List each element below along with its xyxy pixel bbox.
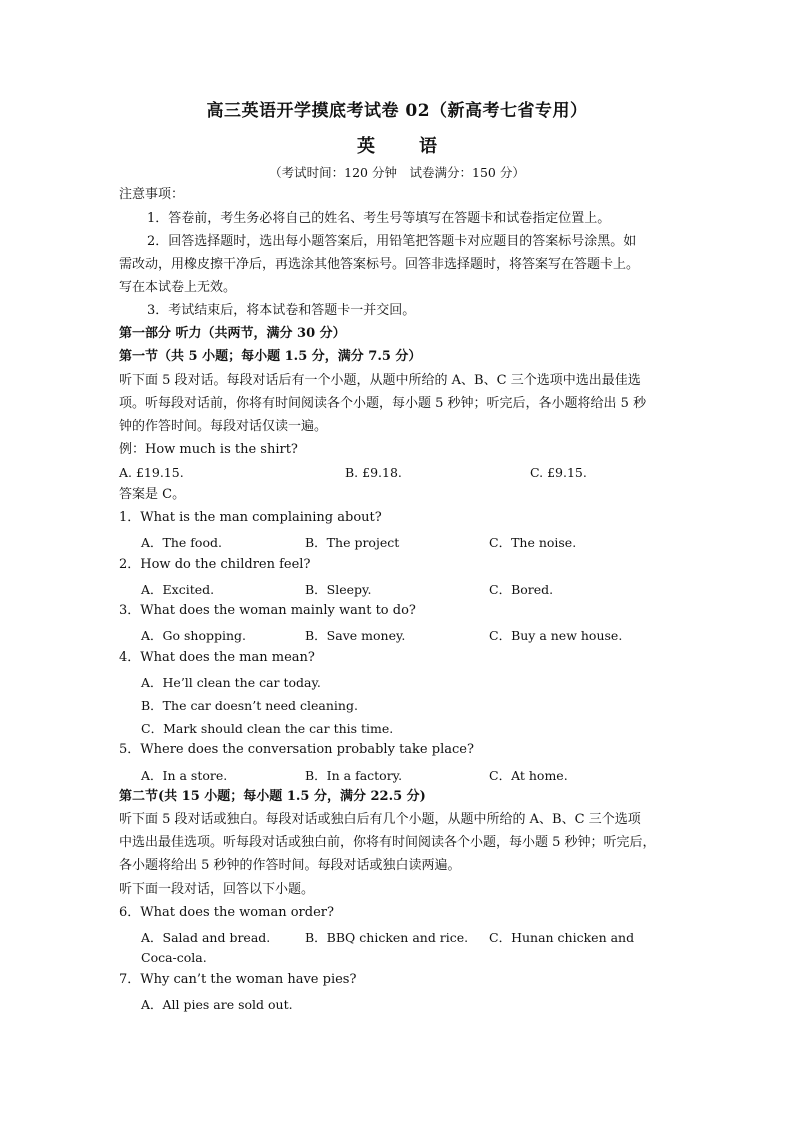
q6-option-c: C．Hunan chicken and [489,930,635,945]
q4-option-b [141,696,701,712]
example-option-c: C. £9.15. [530,465,587,480]
q1-option-b: B．The project [305,535,400,550]
question-1: 1．What is the man complaining about? [119,510,382,525]
section1-instructions-line-1: 听下面 5 段对话。每段对话后有一个小题，从题中所给的 A、B、C 三个选项中选出最佳选 [119,373,641,388]
q3-option-a: A．Go shopping. [141,628,247,643]
q6-option-b: B．BBQ chicken and rice. [305,930,469,945]
note-3: 3．考试结束后，将本试卷和答题卡一并交回。 [147,303,416,318]
q6-option-c-continued [141,950,701,966]
subject-heading: 英语 [357,136,481,157]
section2-lead: 听下面一段对话，回答以下小题。 [119,882,315,897]
example-option-a: A. £19.15. [119,465,184,480]
section2-instructions-line-1: 听下面 5 段对话或独白。每段对话或独白后有几个小题，从题中所给的 A、B、C 三个选项 [119,812,641,827]
section1-instructions-line-2: 项。听每段对话前，你将有时间阅读各个小题，每小题 5 秒钟；听完后，各小题将给出 5 秒 [119,396,647,411]
q7-option-a-text: A．All pies are sold out. [141,997,293,1012]
note-2-line-1: 2．回答选择题时，选出每小题答案后，用铅笔把答题卡对应题目的答案标号涂黑。如 [147,234,637,249]
question-3: 3．What does the woman mainly want to do? [119,603,416,618]
question-2: 2．How do the children feel? [119,557,311,572]
note-1: 1．答卷前，考生务必将自己的姓名、考生号等填写在答题卡和试卷指定位置上。 [147,211,611,226]
note-2-line-3: 写在本试卷上无效。 [119,280,237,295]
question-2-options [141,580,701,596]
question-1-options [141,533,701,549]
section2-instructions-line-3: 各小题将给出 5 秒钟的作答时间。每段对话或独白读两遍。 [119,858,461,873]
q7-option-a [141,995,701,1011]
part1-heading: 第一部分 听力（共两节，满分 30 分） [119,326,346,341]
section2-instructions-line-2: 中选出最佳选项。听每段对话或独白前，你将有时间阅读各个小题，每小题 5 秒钟；听完后， [119,835,656,850]
example-option-b: B. £9.18. [345,465,402,480]
question-6: 6．What does the woman order? [119,905,334,920]
q2-option-b: B．Sleepy. [305,582,372,597]
question-5: 5．Where does the conversation probably take place? [119,742,474,757]
q5-option-a: A．In a store. [141,768,228,783]
question-7: 7．Why can’t the woman have pies? [119,972,357,987]
q4-option-a [141,673,701,689]
q6-option-c-line-2: Coca-cola. [141,950,207,965]
example-answer: 答案是 C。 [119,487,186,502]
section1-instructions-line-3: 钟的作答时间。每段对话仅读一遍。 [119,419,328,434]
notes-heading: 注意事项： [119,187,185,202]
exam-info: （考试时间：120 分钟 试卷满分：150 分） [269,165,525,180]
q4-option-c-text: C．Mark should clean the car this time. [141,721,394,736]
question-6-options [141,928,701,944]
q2-option-c: C．Bored. [489,582,554,597]
q5-option-c: C．At home. [489,768,568,783]
example-options [119,465,679,481]
q4-option-b-text: B．The car doesn’t need cleaning. [141,698,358,713]
example-question: 例：How much is the shirt? [119,442,298,457]
section1-heading: 第一节（共 5 小题；每小题 1.5 分，满分 7.5 分） [119,349,422,364]
q4-option-c [141,719,701,735]
question-4: 4．What does the man mean? [119,650,315,665]
q3-option-b: B．Save money. [305,628,406,643]
q1-option-c: C．The noise. [489,535,577,550]
note-2-line-2: 需改动，用橡皮擦干净后，再选涂其他答案标号。回答非选择题时，将答案写在答题卡上。 [119,257,640,272]
section2-heading: 第二节(共 15 小题；每小题 1.5 分，满分 22.5 分) [119,789,426,804]
q4-option-a-text: A．He’ll clean the car today. [141,675,321,690]
q6-option-a: A．Salad and bread. [141,930,271,945]
question-3-options [141,626,701,642]
q5-option-b: B．In a factory. [305,768,403,783]
question-5-options [141,766,701,782]
q2-option-a: A．Excited. [141,582,215,597]
page-title: 高三英语开学摸底考试卷 02（新高考七省专用） [206,101,588,121]
q1-option-a: A．The food. [141,535,222,550]
q3-option-c: C．Buy a new house. [489,628,623,643]
